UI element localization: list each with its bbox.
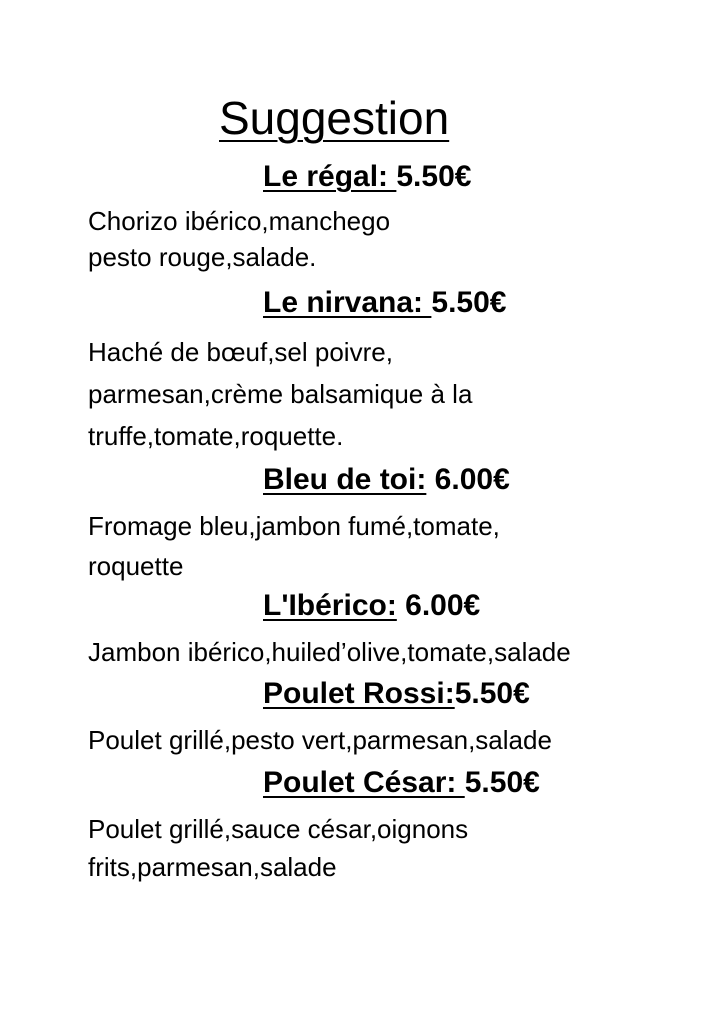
menu-item-heading (263, 159, 471, 195)
menu-item-price: 5.50€ (431, 286, 507, 319)
menu-item-name: Le régal: (263, 160, 397, 193)
menu-item-name: L'Ibérico: (263, 589, 397, 622)
description-line: truffe,tomate,roquette. (88, 421, 344, 451)
menu-item-name: Poulet Rossi: (263, 677, 455, 710)
menu-item-heading (263, 676, 530, 712)
menu-item-heading (263, 588, 480, 624)
menu-item-price: 6.00€ (426, 463, 510, 496)
menu-item-price: 5.50€ (396, 160, 472, 193)
description-line: roquette (88, 551, 184, 581)
menu-item-description (88, 331, 472, 457)
menu-item-name: Bleu de toi: (263, 463, 427, 496)
menu-item-description (88, 810, 468, 886)
description-line: Fromage bleu,jambon fumé,tomate, (88, 511, 500, 541)
menu-item-heading (263, 285, 506, 321)
description-line: Chorizo ibérico,manchego (88, 206, 391, 236)
menu-item-price: 5.50€ (454, 677, 530, 710)
menu-item-name: Poulet César: (263, 766, 465, 799)
description-line: Poulet grillé,pesto vert,parmesan,salade (88, 725, 552, 755)
description-line: pesto rouge,salade. (88, 242, 317, 272)
menu-item-price: 5.50€ (464, 766, 540, 799)
description-line: Jambon ibérico,huiled’olive,tomate,salade (88, 637, 571, 667)
menu-item-description (88, 506, 500, 586)
description-line: frits,parmesan,salade (88, 852, 337, 882)
page-title: Suggestion (219, 92, 450, 144)
menu-item-description (88, 203, 390, 275)
menu-item-price: 6.00€ (396, 589, 481, 622)
description-line: Poulet grillé,sauce césar,oignons (88, 814, 469, 844)
description-line: parmesan,crème balsamique à la (88, 379, 473, 409)
description-line: Haché de bœuf,sel poivre, (88, 337, 393, 367)
menu-item-description (88, 721, 552, 759)
menu-item-heading (263, 462, 510, 498)
menu-item-heading (263, 765, 540, 801)
menu-item-description (88, 633, 571, 671)
menu-item-name: Le nirvana: (263, 286, 432, 319)
